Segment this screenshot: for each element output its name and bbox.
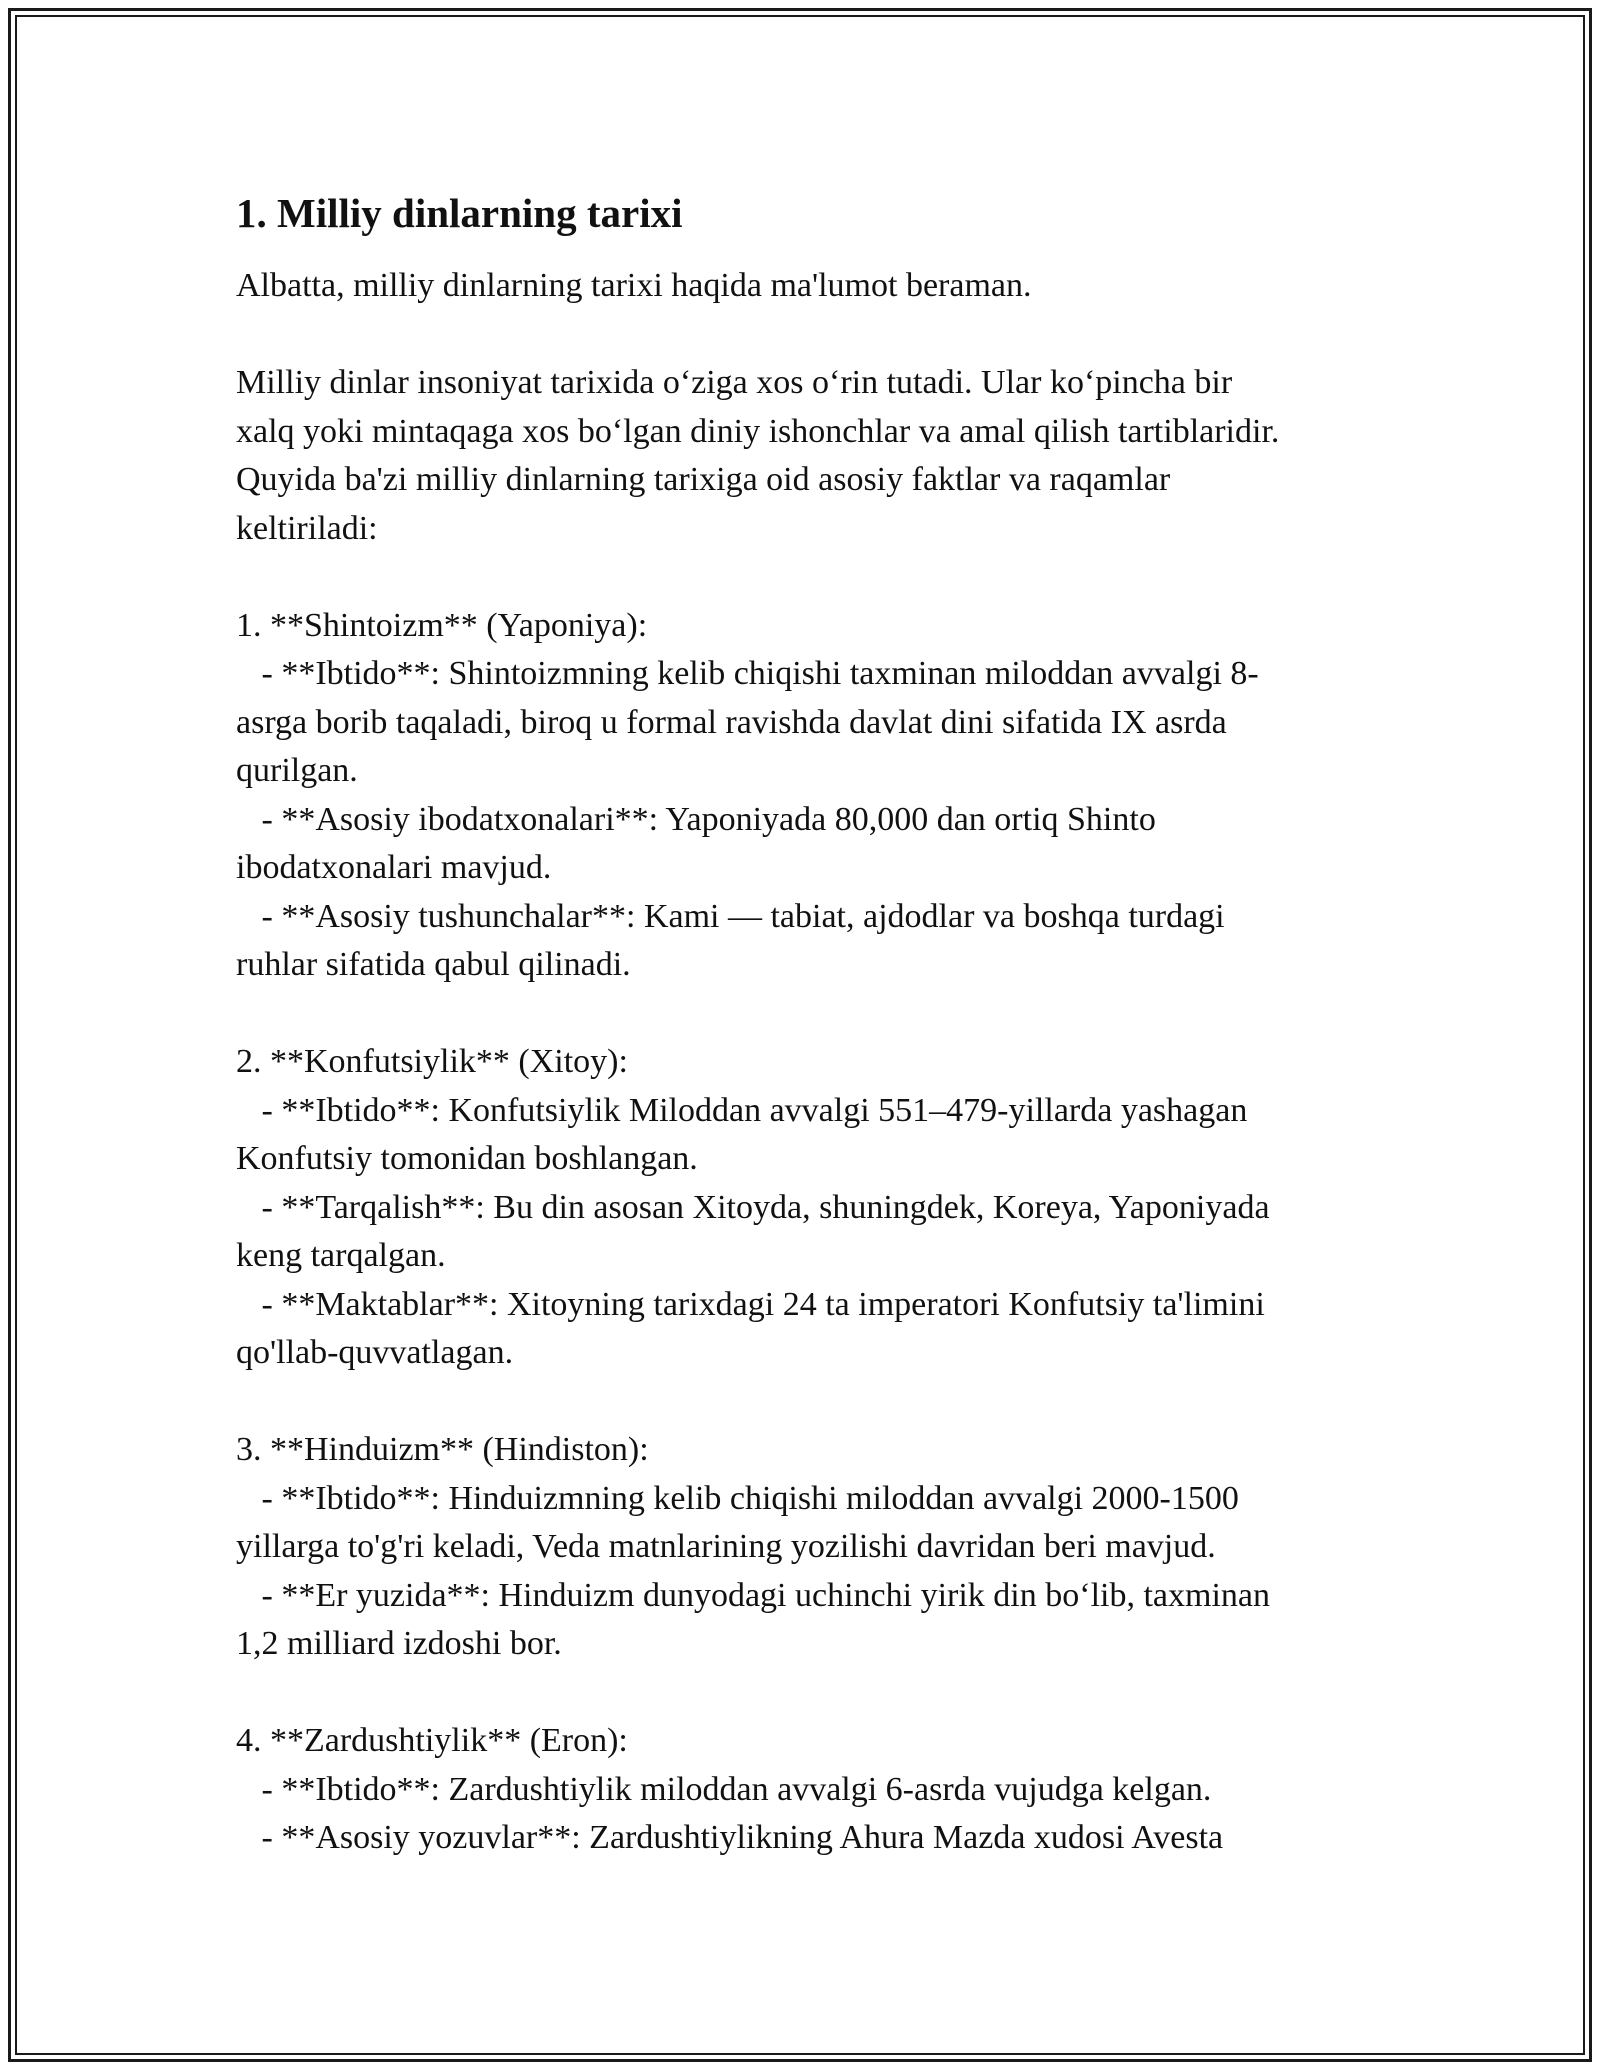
section-line: yillarga to'g'ri keladi, Veda matnlarining yozilishi davridan beri mavjud. (236, 1528, 1216, 1565)
description-line: Quyida ba'zi milliy dinlarning tarixiga oid asosiy faktlar va raqamlar (236, 461, 1171, 498)
section-line: ibodatxonalari mavjud. (236, 849, 552, 886)
section-line: - **Ibtido**: Hinduizmning kelib chiqishi miloddan avvalgi 2000-1500 (236, 1479, 1239, 1517)
section-line: qurilgan. (236, 752, 358, 789)
section-hinduizm (236, 1426, 1376, 1669)
paragraph-gap (236, 990, 1376, 1039)
section-line: Konfutsiy tomonidan boshlangan. (236, 1140, 698, 1177)
section-line: 4. **Zardushtiylik** (Eron): (236, 1722, 628, 1759)
description-line: xalq yoki mintaqaga xos bo‘lgan diniy ishonchlar va amal qilish tartiblaridir. (236, 412, 1280, 450)
page-title: 1. Milliy dinlarning tarixi (236, 190, 683, 236)
intro-paragraph: Albatta, milliy dinlarning tarixi haqida ma'lumot beraman. (236, 267, 1032, 304)
section-line: ruhlar sifatida qabul qilinadi. (236, 946, 631, 983)
section-line: 1. **Shintoizm** (Yaponiya): (236, 606, 648, 644)
section-line: 2. **Konfutsiylik** (Xitoy): (236, 1043, 628, 1080)
document-body (236, 188, 1376, 1863)
section-konfutsiylik (236, 1038, 1376, 1378)
section-line: - **Tarqalish**: Bu din asosan Xitoyda, shuningdek, Koreya, Yaponiyada (236, 1188, 1270, 1226)
section-zardushtiylik (236, 1717, 1376, 1863)
section-line: - **Er yuzida**: Hinduizm dunyodagi uchinchi yirik din bo‘lib, taxminan (236, 1576, 1270, 1614)
section-line: keng tarqalgan. (236, 1237, 446, 1274)
paragraph-gap (236, 553, 1376, 602)
section-line: - **Maktablar**: Xitoyning tarixdagi 24 ta imperatori Konfutsiy ta'limini (236, 1285, 1265, 1323)
section-line: - **Ibtido**: Konfutsiylik Miloddan avvalgi 551–479-yillarda yashagan (236, 1091, 1248, 1129)
description-paragraph (236, 359, 1376, 553)
paragraph-gap (236, 1378, 1376, 1427)
paragraph-gap (236, 1669, 1376, 1718)
paragraph-gap (236, 311, 1376, 360)
section-line: - **Ibtido**: Shintoizmning kelib chiqishi taxminan miloddan avvalgi 8- (236, 655, 1259, 692)
section-line: - **Asosiy ibodatxonalari**: Yaponiyada 80,000 dan ortiq Shinto (236, 800, 1156, 838)
section-line: 1,2 milliard izdoshi bor. (236, 1625, 562, 1662)
section-shintoizm (236, 602, 1376, 990)
section-line: qo'llab-quvvatlagan. (236, 1334, 514, 1371)
section-line: - **Ibtido**: Zardushtiylik miloddan avvalgi 6-asrda vujudga kelgan. (236, 1770, 1212, 1808)
section-line: - **Asosiy yozuvlar**: Zardushtiylikning Ahura Mazda xudosi Avesta (236, 1819, 1224, 1856)
description-line: Milliy dinlar insoniyat tarixida o‘ziga xos o‘rin tutadi. Ular ko‘pincha bir (236, 364, 1233, 401)
section-line: asrga borib taqaladi, biroq u formal ravishda davlat dini sifatida IX asrda (236, 703, 1227, 741)
section-line: 3. **Hinduizm** (Hindiston): (236, 1431, 649, 1468)
section-line: - **Asosiy tushunchalar**: Kami — tabiat, ajdodlar va boshqa turdagi (236, 897, 1225, 935)
description-line: keltiriladi: (236, 509, 378, 547)
